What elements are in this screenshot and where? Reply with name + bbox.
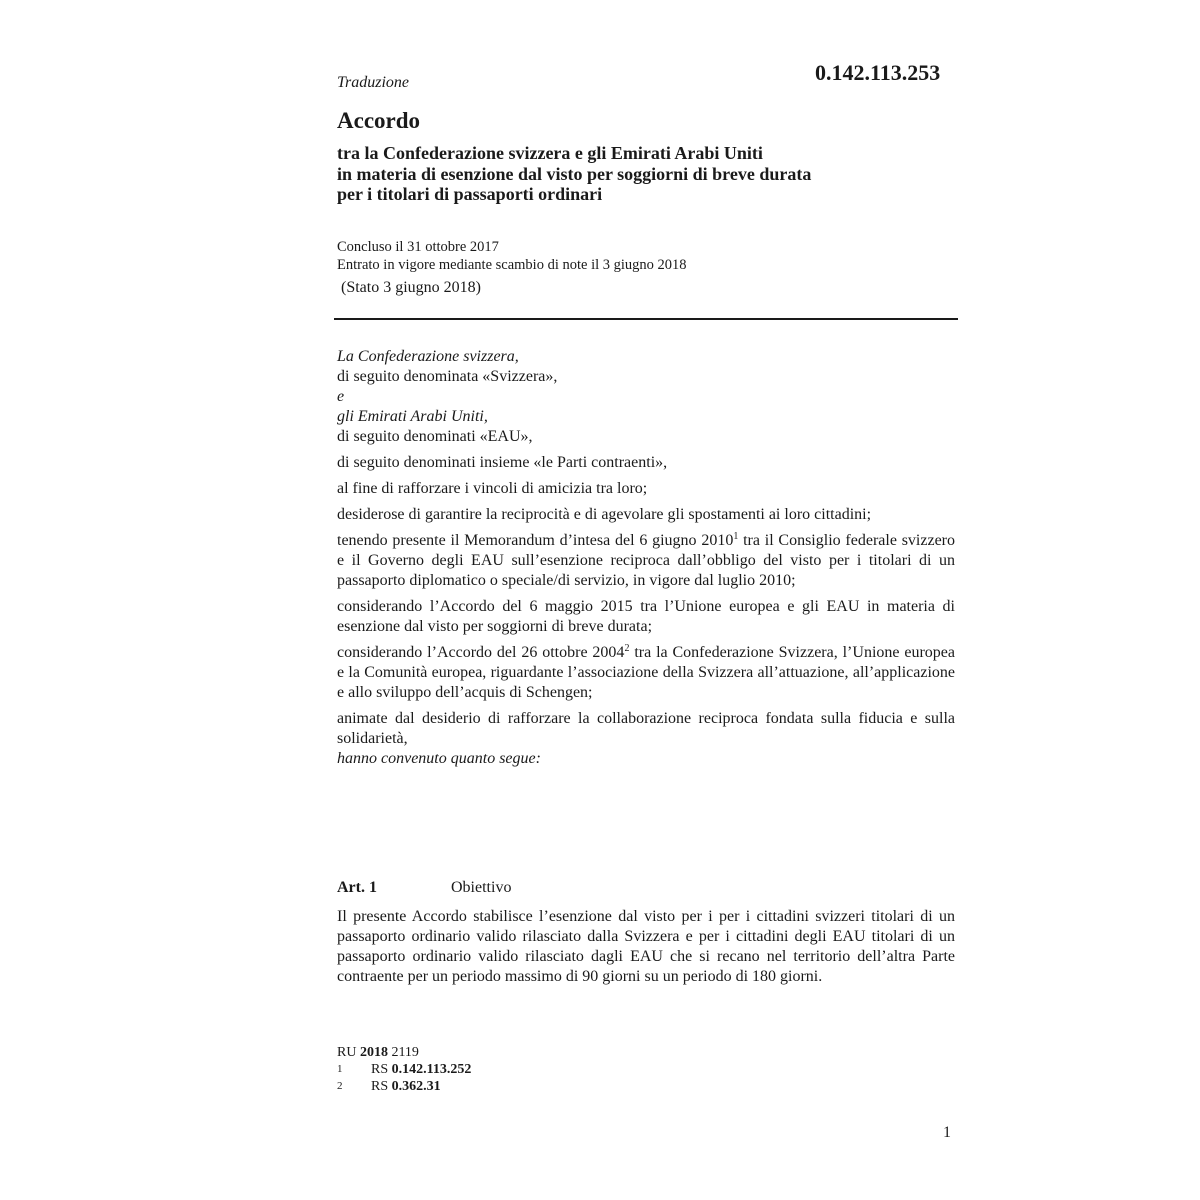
subtitle-line: tra la Confederazione svizzera e gli Emirati Arabi Uniti xyxy=(337,143,763,163)
page-number: 1 xyxy=(943,1124,951,1141)
conjunction: e xyxy=(337,388,345,405)
subtitle-line: per i titolari di passaporti ordinari xyxy=(337,184,603,204)
recital-schengen-text: tra la Confederazione Svizzera, l’Unione europea e la Comunità europea, riguardante l’associazione della Svizzera all’attuazione, all’applicazione e allo sviluppo dell’acquis di Schengen; xyxy=(337,644,956,701)
recital-reciprocity: desiderose di garantire la reciprocità e di agevolare gli spostamenti ai loro cittadini; xyxy=(337,506,872,523)
document-title: Accordo xyxy=(337,108,421,133)
article-title: Obiettivo xyxy=(451,879,512,896)
party1-designation: di seguito denominata «Svizzera», xyxy=(337,368,558,385)
recital-eu-agreement: considerando l’Accordo del 6 maggio 2015 tra l’Unione europea e gli EAU in materia di esenzione dal visto per soggiorni di breve durata; xyxy=(337,598,955,635)
recital-memorandum xyxy=(337,531,955,591)
party1-name: La Confederazione svizzera, xyxy=(337,348,519,365)
document-meta xyxy=(337,238,687,274)
footnote-ref[interactable]: 2 xyxy=(624,643,630,654)
footnote-mark: 1 xyxy=(337,1063,343,1075)
footnote xyxy=(337,1078,471,1095)
recital-schengen xyxy=(337,643,955,703)
translation-label: Traduzione xyxy=(337,74,410,91)
recital-memorandum-text: tenendo presente il Memorandum d’intesa del 6 giugno 2010 xyxy=(337,532,734,549)
footnotes xyxy=(337,1044,471,1095)
article-1-body: Il presente Accordo stabilisce l’esenzione dal visto per i per i cittadini svizzeri titolari di un passaporto ordinario valido rilasciato dalla Svizzera e per i cittadini degli EAU titolari di un passaporto ordinario valido rilasciato dagli EAU che si recano nel territorio dell’altra Parte contraente per un periodo massimo di 90 giorni su un periodo di 180 giorni. xyxy=(337,908,955,985)
header-divider xyxy=(334,318,958,320)
footnote-ref-link[interactable]: 0.142.113.252 xyxy=(391,1062,472,1077)
footnote-ref-link[interactable]: 0.362.31 xyxy=(391,1079,441,1094)
party2-name: gli Emirati Arabi Uniti, xyxy=(337,408,488,425)
recital-trust: animate dal desiderio di rafforzare la collaborazione reciproca fondata sulla fiducia e sulla solidarietà, xyxy=(337,710,955,747)
preamble-closing: hanno convenuto quanto segue: xyxy=(337,750,541,767)
status-date: (Stato 3 giugno 2018) xyxy=(341,279,481,296)
sr-number: 0.142.113.253 xyxy=(815,60,941,85)
recital-schengen-text: considerando l’Accordo del 26 ottobre 2004 xyxy=(337,644,625,661)
article-number: Art. 1 xyxy=(337,879,377,896)
article-1-heading xyxy=(337,879,511,897)
entry-into-force: Entrato in vigore mediante scambio di note il 3 giugno 2018 xyxy=(337,257,687,273)
ru-page: 2119 xyxy=(387,1045,419,1060)
party2-designation: di seguito denominati «EAU», xyxy=(337,428,533,445)
ru-prefix: RU xyxy=(337,1045,360,1060)
document-subtitle xyxy=(337,143,957,205)
preamble xyxy=(337,347,955,769)
footnote-prefix: RS xyxy=(371,1062,392,1077)
recital-memorandum-text: tra il Consiglio federale svizzero e il Governo degli EAU sull’esenzione reciproca dall’obbligo del visto per i titolari di un passaporto diplomatico o speciale/di servizio, in vigore dal luglio 2010; xyxy=(337,532,956,589)
concluded-date: Concluso il 31 ottobre 2017 xyxy=(337,239,499,255)
footnote-ref[interactable]: 1 xyxy=(733,531,739,542)
footnote-mark: 2 xyxy=(337,1080,343,1092)
ru-reference xyxy=(337,1044,471,1061)
parties-joint-designation: di seguito denominati insieme «le Parti contraenti», xyxy=(337,454,668,471)
footnote xyxy=(337,1061,471,1078)
ru-year: 2018 xyxy=(359,1045,388,1060)
subtitle-line: in materia di esenzione dal visto per soggiorni di breve durata xyxy=(337,163,812,184)
footnote-prefix: RS xyxy=(371,1079,392,1094)
recital-friendship: al fine di rafforzare i vincoli di amicizia tra loro; xyxy=(337,480,648,497)
